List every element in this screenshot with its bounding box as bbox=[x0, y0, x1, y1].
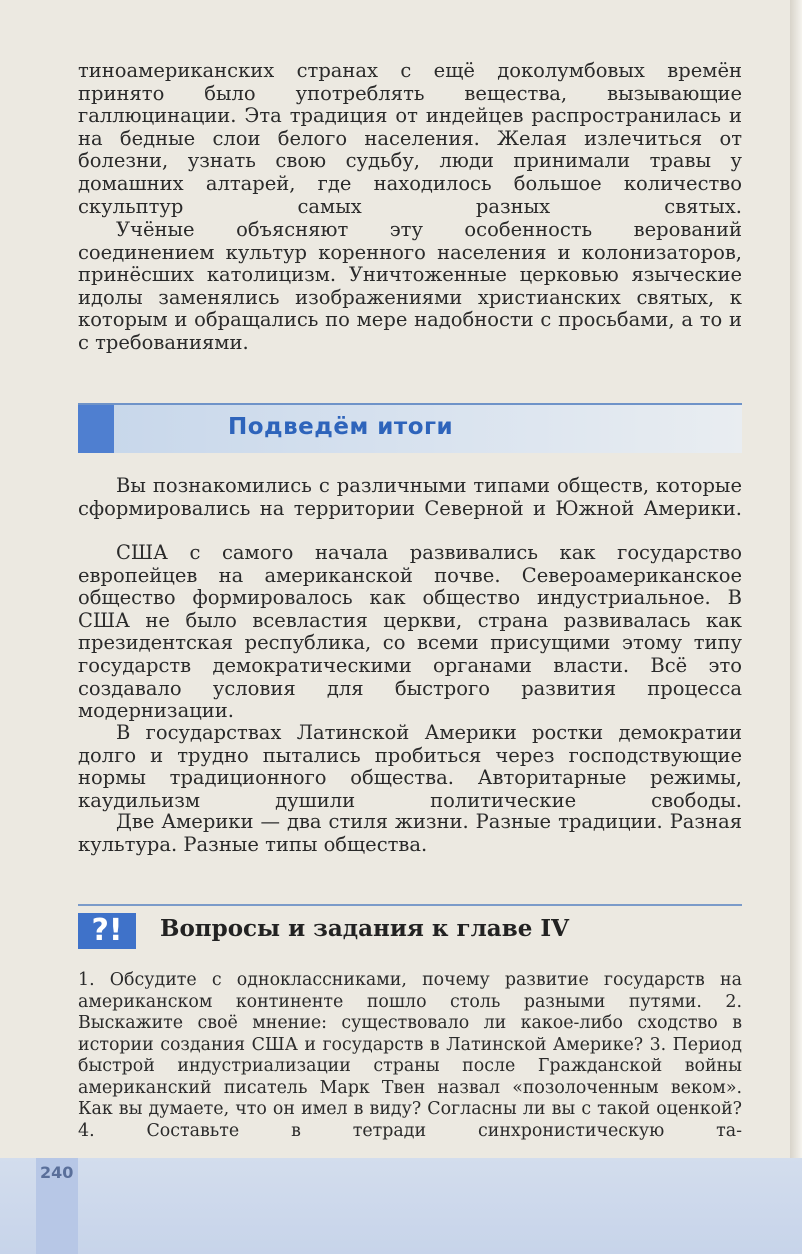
questions-text: 1. Обсудите с одноклассниками, почему развитие государств на американском континенте пошло столь разными путями. 2. Выскажите своё мнение: существовало ли какое-либо сходство в истории создания США и государств в Латинской Америке? 3. Период быстрой индустриализации страны после Гражданской войны американский писатель Марк Твен назвал «позолоченным веком». Как вы думаете, что он имел в виду? Согласны ли вы с такой оценкой? 4. Составьте в тетради синхронистическую та- bbox=[78, 970, 742, 1141]
intro-paragraph-1: тиноамериканских странах с ещё доколумбовых времён принято было употреблять вещества, вызывающие галлюцинации. Эта традиция от индейцев распространилась и на бедные слои белого населения. Желая излечиться от болезни, узнать свою судьбу, люди принимали травы у домашних алтарей, где находилось большое количество скульптур самых разных святых. bbox=[78, 59, 742, 218]
page-edge bbox=[790, 0, 802, 1254]
summary-paragraph-3: В государствах Латинской Америки ростки демократии долго и трудно пытались пробиться через господствующие нормы традиционного общества. Авторитарные режимы, каудильизм душили политические свободы. bbox=[78, 721, 742, 812]
footer-band bbox=[0, 1158, 802, 1254]
questions-heading: Вопросы и задания к главе IV bbox=[160, 915, 569, 942]
summary-accent-bar bbox=[78, 405, 114, 453]
page-number: 240 bbox=[40, 1163, 74, 1182]
intro-paragraph-2: Учёные объясняют эту особенность верований соединением культур коренного населения и колонизаторов, принёсших католицизм. Уничтоженные церковью языческие идолы заменялись изображениями христианских святых, к которым и обращались по мере надобности с просьбами, а то и с требованиями. bbox=[78, 218, 742, 354]
summary-heading: Подведём итоги bbox=[228, 414, 454, 440]
summary-paragraph-1: Вы познакомились с различными типами обществ, которые сформировались на территории Северной и Южной Америки. bbox=[78, 474, 742, 520]
question-exclamation-icon: ?! bbox=[78, 913, 136, 949]
questions-divider bbox=[78, 904, 742, 906]
summary-header bbox=[78, 403, 742, 453]
summary-paragraph-2: США с самого начала развивались как государство европейцев на американской почве. Североамериканское общество формировалось как общество индустриальное. В США не было всевластия церкви, страна развивалась как президентская республика, со всеми присущими этому типу государств демократическими органами власти. Всё это создавало условия для быстрого развития процесса модернизации. bbox=[78, 541, 742, 723]
summary-paragraph-4: Две Америки — два стиля жизни. Разные традиции. Разная культура. Разные типы общества. bbox=[78, 810, 742, 856]
